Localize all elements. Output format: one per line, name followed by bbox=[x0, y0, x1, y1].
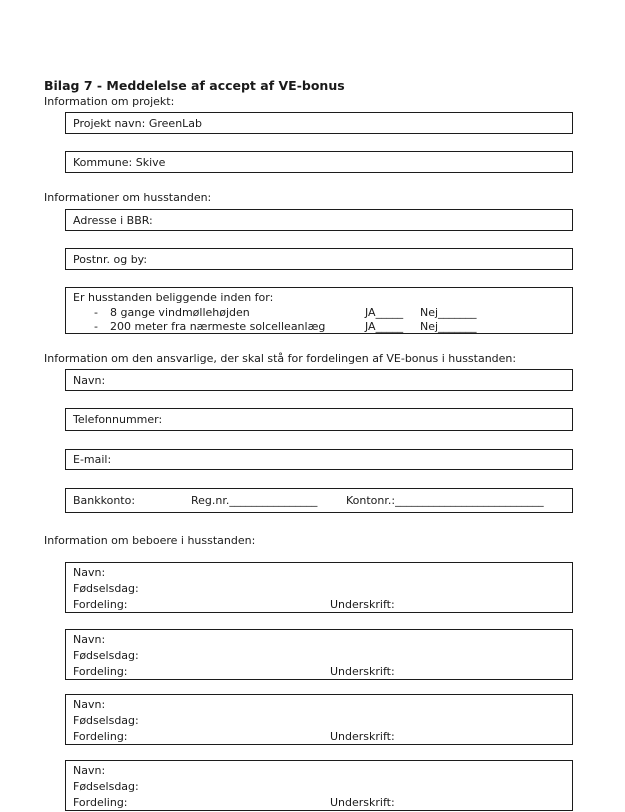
criterion-solar-label: 200 meter fra nærmeste solcelleanlæg bbox=[110, 320, 326, 333]
reg-number-blank[interactable]: Reg.nr.________________ bbox=[191, 494, 318, 507]
bank-account-row bbox=[66, 489, 572, 512]
resident-box-2[interactable] bbox=[65, 629, 573, 680]
resident-birthday-label: Fødselsdag: bbox=[73, 713, 139, 727]
criterion-windmill-no-blank[interactable]: Nej_______ bbox=[420, 305, 477, 319]
resident-name-label: Navn: bbox=[73, 764, 106, 777]
resident-name-label: Navn: bbox=[73, 698, 106, 711]
resident-birthday-label: Fødselsdag: bbox=[73, 648, 139, 662]
resident-share-label: Fordeling: bbox=[73, 597, 128, 611]
resident-signature-label: Underskrift: bbox=[330, 729, 395, 743]
criterion-row-solar bbox=[73, 320, 565, 335]
email-field[interactable] bbox=[65, 449, 573, 470]
criterion-solar-no-blank[interactable]: Nej_______ bbox=[420, 320, 477, 333]
postal-city-field[interactable] bbox=[65, 248, 573, 270]
resident-box-3[interactable] bbox=[65, 694, 573, 745]
phone-label: Telefonnummer: bbox=[73, 413, 163, 426]
account-number-blank[interactable]: Kontonr.:___________________________ bbox=[346, 494, 544, 507]
bank-account-field[interactable] bbox=[65, 488, 573, 513]
project-section-heading: Information om projekt: bbox=[44, 95, 175, 108]
resident-share-label: Fordeling: bbox=[73, 729, 128, 743]
project-name-field[interactable] bbox=[65, 112, 573, 134]
resident-name-label: Navn: bbox=[73, 633, 106, 646]
resident-signature-label: Underskrift: bbox=[330, 664, 395, 678]
resident-birthday-label: Fødselsdag: bbox=[73, 779, 139, 793]
residents-section-heading: Information om beboere i husstanden: bbox=[44, 534, 256, 547]
household-section-heading: Informationer om husstanden: bbox=[44, 191, 212, 204]
resident-birthday-label: Fødselsdag: bbox=[73, 581, 139, 595]
resident-signature-label: Underskrift: bbox=[330, 597, 395, 611]
address-field[interactable] bbox=[65, 209, 573, 231]
resident-signature-label: Underskrift: bbox=[330, 795, 395, 809]
email-label: E-mail: bbox=[73, 453, 112, 466]
resident-share-row bbox=[73, 795, 565, 811]
responsible-name-label: Navn: bbox=[73, 373, 106, 387]
responsible-name-field[interactable] bbox=[65, 369, 573, 391]
address-label: Adresse i BBR: bbox=[73, 213, 153, 227]
resident-share-row bbox=[73, 597, 565, 613]
project-name-label: Projekt navn: GreenLab bbox=[73, 116, 203, 130]
location-question-field[interactable] bbox=[65, 287, 573, 334]
resident-box-4[interactable] bbox=[65, 760, 573, 811]
resident-share-label: Fordeling: bbox=[73, 795, 128, 809]
location-question-label: Er husstanden beliggende inden for: bbox=[73, 291, 274, 304]
criterion-solar-yes-blank[interactable]: JA_____ bbox=[365, 320, 404, 333]
resident-box-1[interactable] bbox=[65, 562, 573, 613]
bullet-dash: - bbox=[94, 320, 98, 333]
resident-share-row bbox=[73, 729, 565, 745]
postal-city-label: Postnr. og by: bbox=[73, 252, 148, 266]
resident-name-label: Navn: bbox=[73, 566, 106, 579]
resident-share-row bbox=[73, 664, 565, 680]
resident-share-label: Fordeling: bbox=[73, 664, 128, 678]
phone-field[interactable] bbox=[65, 408, 573, 431]
criterion-windmill-label: 8 gange vindmøllehøjden bbox=[110, 305, 250, 319]
municipality-field[interactable] bbox=[65, 151, 573, 173]
criterion-windmill-yes-blank[interactable]: JA_____ bbox=[365, 305, 404, 319]
responsible-section-heading: Information om den ansvarlige, der skal stå for fordelingen af VE-bonus i husstanden: bbox=[44, 352, 517, 365]
criterion-row-windmill bbox=[73, 306, 565, 321]
bullet-dash: - bbox=[94, 305, 98, 319]
municipality-label: Kommune: Skive bbox=[73, 155, 166, 169]
bank-account-label: Bankkonto: bbox=[73, 494, 136, 507]
document-title: Bilag 7 - Meddelelse af accept af VE-bonus bbox=[44, 78, 345, 93]
